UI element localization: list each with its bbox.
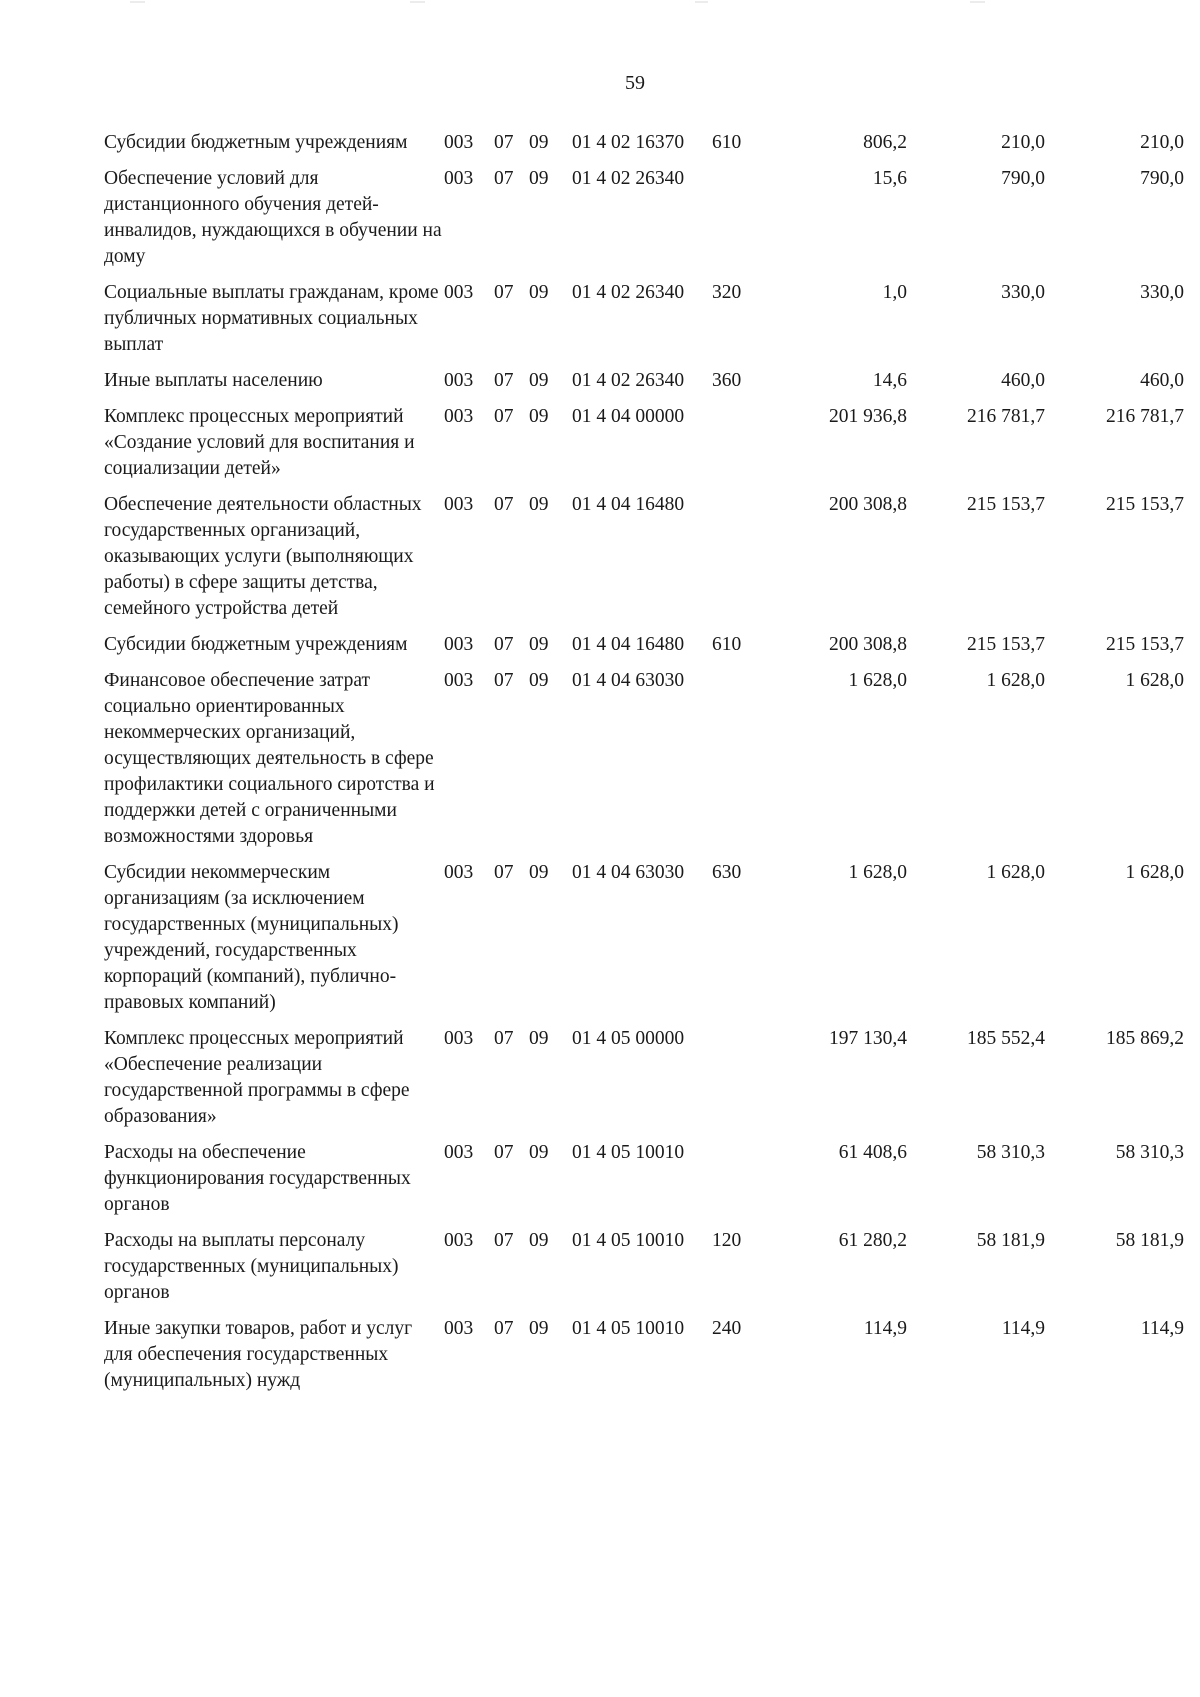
expense-type-code: 240 (712, 1318, 742, 1339)
target-article-code: 01 4 05 10010 (572, 1318, 685, 1339)
amount-year-1: 806,2 (863, 132, 907, 153)
amount-year-1: 114,9 (863, 1318, 907, 1339)
amount-year-3: 58 181,9 (1115, 1230, 1184, 1251)
subsection-code: 09 (529, 282, 549, 303)
target-article-code: 01 4 05 10010 (572, 1142, 685, 1163)
subsection-code: 09 (529, 1318, 549, 1339)
section-code: 07 (494, 370, 514, 391)
subsection-code: 09 (529, 1142, 549, 1163)
table-row (104, 632, 1184, 668)
expense-type-code (712, 166, 774, 280)
row-name: Иные закупки товаров, работ и услуг для обеспечения государственных (муниципальных) нужд (104, 1318, 413, 1391)
row-name: Обеспечение условий для дистанционного обучения детей-инвалидов, нуждающихся в обучении на дому (104, 168, 442, 267)
target-article-code: 01 4 05 10010 (572, 1230, 685, 1251)
section-code: 07 (494, 1028, 514, 1049)
target-article-code: 01 4 04 16480 (572, 494, 685, 515)
amount-year-3: 460,0 (1140, 370, 1184, 391)
target-article-code: 01 4 02 26340 (572, 168, 685, 189)
subsection-code: 09 (529, 406, 549, 427)
target-article-code: 01 4 04 63030 (572, 862, 685, 883)
amount-year-2: 460,0 (1001, 370, 1045, 391)
row-name: Комплекс процессных мероприятий «Создание условий для воспитания и социализации детей» (104, 406, 415, 479)
grbs-code: 003 (444, 862, 474, 883)
section-code: 07 (494, 132, 514, 153)
section-code: 07 (494, 406, 514, 427)
expense-type-code: 320 (712, 282, 742, 303)
expense-type-code (712, 1140, 774, 1228)
target-article-code: 01 4 05 00000 (572, 1028, 685, 1049)
amount-year-3: 58 310,3 (1115, 1142, 1184, 1163)
grbs-code: 003 (444, 406, 474, 427)
subsection-code: 09 (529, 168, 549, 189)
expense-type-code (712, 404, 774, 492)
section-code: 07 (494, 494, 514, 515)
amount-year-2: 790,0 (1001, 168, 1045, 189)
grbs-code: 003 (444, 1318, 474, 1339)
table-row (104, 130, 1184, 166)
page-number: 59 (625, 72, 645, 94)
table-row (104, 860, 1184, 1026)
table-row (104, 1228, 1184, 1316)
target-article-code: 01 4 04 16480 (572, 634, 685, 655)
grbs-code: 003 (444, 670, 474, 691)
amount-year-2: 330,0 (1001, 282, 1045, 303)
amount-year-1: 201 936,8 (829, 406, 907, 427)
amount-year-3: 185 869,2 (1106, 1028, 1184, 1049)
grbs-code: 003 (444, 494, 474, 515)
row-name: Социальные выплаты гражданам, кроме публичных нормативных социальных выплат (104, 282, 439, 355)
target-article-code: 01 4 02 26340 (572, 370, 685, 391)
row-name: Расходы на обеспечение функционирования государственных органов (104, 1142, 411, 1215)
expense-type-code: 630 (712, 862, 742, 883)
amount-year-1: 1,0 (882, 282, 907, 303)
grbs-code: 003 (444, 1028, 474, 1049)
amount-year-2: 1 628,0 (986, 862, 1045, 883)
expense-type-code (712, 668, 774, 860)
subsection-code: 09 (529, 132, 549, 153)
amount-year-3: 215 153,7 (1106, 634, 1184, 655)
grbs-code: 003 (444, 634, 474, 655)
grbs-code: 003 (444, 370, 474, 391)
amount-year-1: 1 628,0 (848, 670, 907, 691)
section-code: 07 (494, 862, 514, 883)
amount-year-2: 58 310,3 (976, 1142, 1045, 1163)
amount-year-3: 210,0 (1140, 132, 1184, 153)
amount-year-1: 200 308,8 (829, 494, 907, 515)
expense-type-code: 610 (712, 634, 742, 655)
section-code: 07 (494, 282, 514, 303)
amount-year-1: 197 130,4 (829, 1028, 907, 1049)
table-row (104, 1026, 1184, 1140)
amount-year-2: 114,9 (1001, 1318, 1045, 1339)
amount-year-1: 200 308,8 (829, 634, 907, 655)
row-name: Комплекс процессных мероприятий «Обеспечение реализации государственной программы в сфере образования» (104, 1028, 410, 1127)
row-name: Субсидии бюджетным учреждениям (104, 132, 408, 153)
table-row (104, 1316, 1184, 1404)
table-row (104, 668, 1184, 860)
table-row (104, 368, 1184, 404)
grbs-code: 003 (444, 168, 474, 189)
amount-year-3: 1 628,0 (1125, 862, 1184, 883)
amount-year-1: 15,6 (872, 168, 907, 189)
amount-year-3: 215 153,7 (1106, 494, 1184, 515)
amount-year-2: 210,0 (1001, 132, 1045, 153)
amount-year-3: 216 781,7 (1106, 406, 1184, 427)
target-article-code: 01 4 04 63030 (572, 670, 685, 691)
amount-year-3: 1 628,0 (1125, 670, 1184, 691)
grbs-code: 003 (444, 282, 474, 303)
subsection-code: 09 (529, 670, 549, 691)
grbs-code: 003 (444, 1142, 474, 1163)
subsection-code: 09 (529, 634, 549, 655)
budget-table (104, 130, 1184, 1404)
expense-type-code (712, 1026, 774, 1140)
section-code: 07 (494, 168, 514, 189)
subsection-code: 09 (529, 862, 549, 883)
amount-year-3: 114,9 (1140, 1318, 1184, 1339)
amount-year-2: 215 153,7 (967, 634, 1045, 655)
section-code: 07 (494, 634, 514, 655)
expense-type-code: 120 (712, 1230, 742, 1251)
amount-year-2: 185 552,4 (967, 1028, 1045, 1049)
row-name: Иные выплаты населению (104, 370, 323, 391)
amount-year-1: 61 408,6 (838, 1142, 907, 1163)
subsection-code: 09 (529, 370, 549, 391)
amount-year-2: 216 781,7 (967, 406, 1045, 427)
expense-type-code (712, 492, 774, 632)
budget-table-body (104, 130, 1184, 1404)
scan-edge-marks (0, 0, 1200, 8)
grbs-code: 003 (444, 132, 474, 153)
amount-year-1: 14,6 (872, 370, 907, 391)
amount-year-3: 790,0 (1140, 168, 1184, 189)
amount-year-1: 1 628,0 (848, 862, 907, 883)
subsection-code: 09 (529, 1230, 549, 1251)
row-name: Субсидии бюджетным учреждениям (104, 634, 408, 655)
subsection-code: 09 (529, 1028, 549, 1049)
amount-year-2: 215 153,7 (967, 494, 1045, 515)
row-name: Расходы на выплаты персоналу государственных (муниципальных) органов (104, 1230, 399, 1303)
table-row (104, 280, 1184, 368)
amount-year-2: 1 628,0 (986, 670, 1045, 691)
target-article-code: 01 4 02 26340 (572, 282, 685, 303)
row-name: Финансовое обеспечение затрат социально ориентированных некоммерческих организаций, осуществляющих деятельность в сфере профилактики социального сиротства и поддержки детей с ограниченными возможностями здоровья (104, 670, 435, 847)
target-article-code: 01 4 02 16370 (572, 132, 685, 153)
grbs-code: 003 (444, 1230, 474, 1251)
amount-year-3: 330,0 (1140, 282, 1184, 303)
row-name: Обеспечение деятельности областных государственных организаций, оказывающих услуги (выполняющих работы) в сфере защиты детства, семейного устройства детей (104, 494, 422, 619)
table-row (104, 404, 1184, 492)
expense-type-code: 360 (712, 370, 742, 391)
section-code: 07 (494, 1318, 514, 1339)
expense-type-code: 610 (712, 132, 742, 153)
table-row (104, 492, 1184, 632)
section-code: 07 (494, 1230, 514, 1251)
section-code: 07 (494, 670, 514, 691)
subsection-code: 09 (529, 494, 549, 515)
table-row (104, 166, 1184, 280)
amount-year-1: 61 280,2 (838, 1230, 907, 1251)
amount-year-2: 58 181,9 (976, 1230, 1045, 1251)
target-article-code: 01 4 04 00000 (572, 406, 685, 427)
section-code: 07 (494, 1142, 514, 1163)
row-name: Субсидии некоммерческим организациям (за исключением государственных (муниципальных) учреждений, государственных корпораций (компаний), публично-правовых компаний) (104, 862, 399, 1013)
table-row (104, 1140, 1184, 1228)
